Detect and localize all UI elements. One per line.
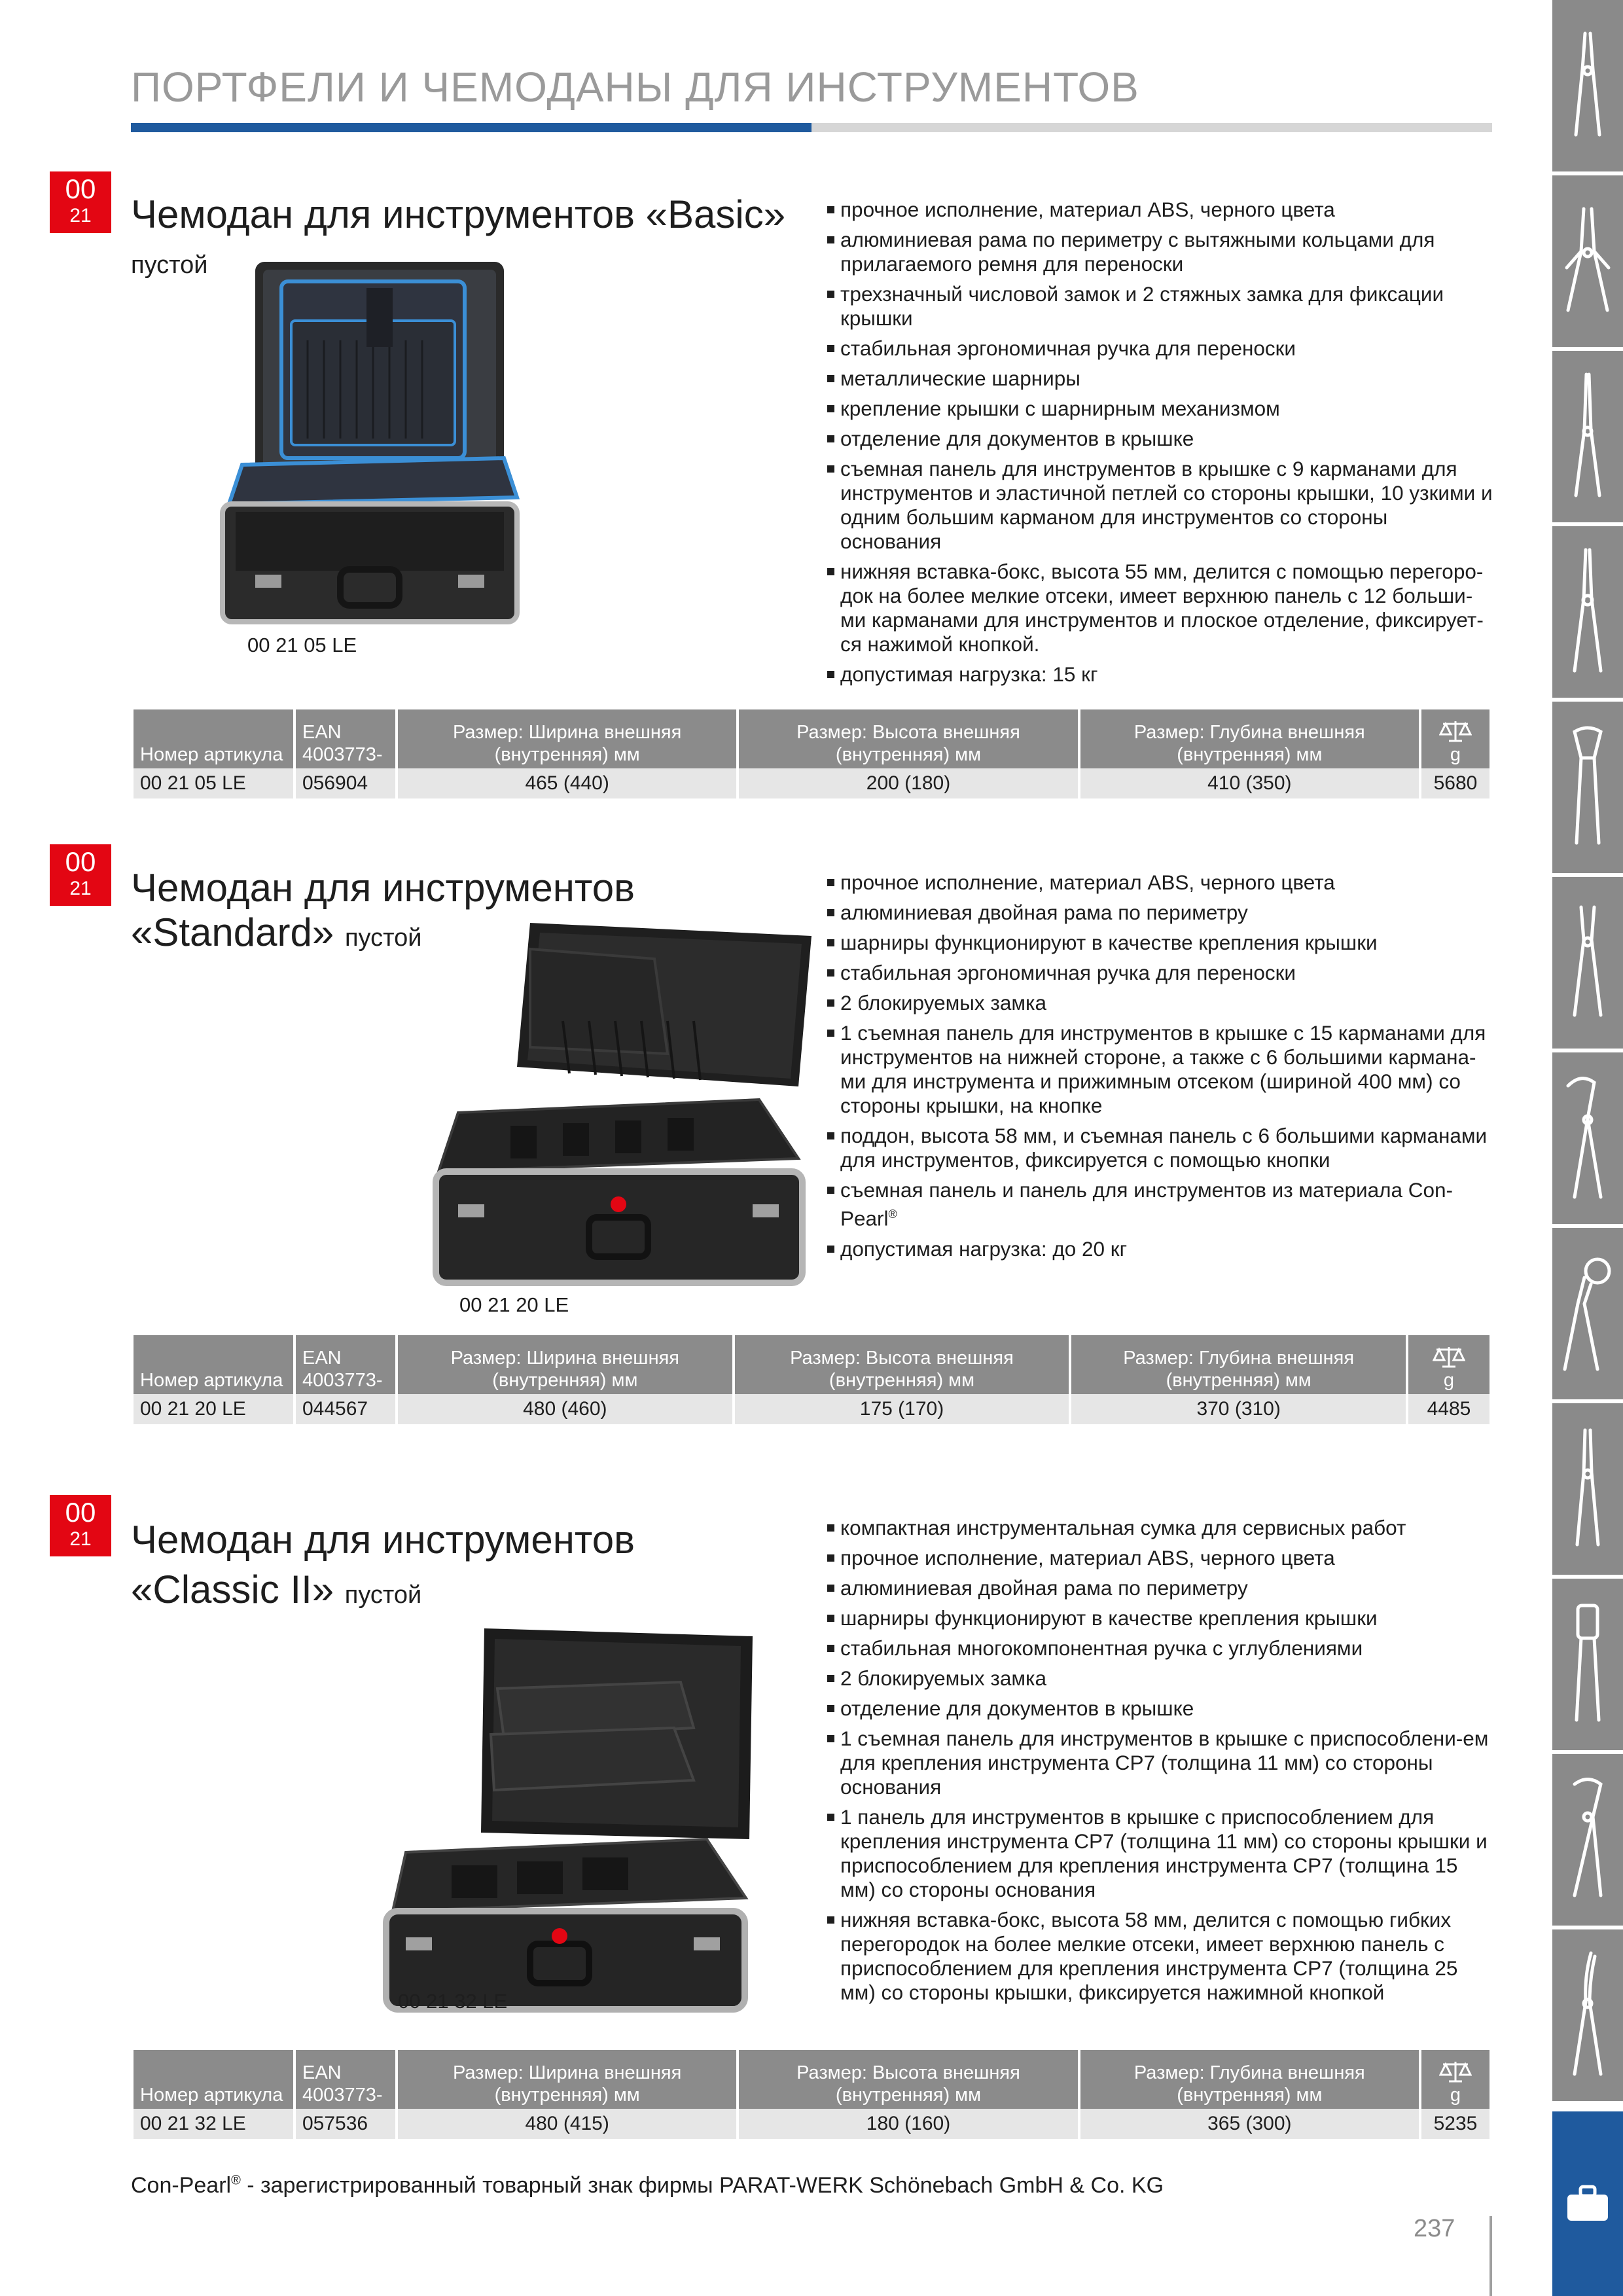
bent-nose-pliers-icon	[1565, 1950, 1611, 2081]
header-article: Номер артикула	[134, 1335, 293, 1394]
feature-item: металлические шарниры	[826, 367, 1493, 391]
feature-item: алюминиевая двойная рама по периметру	[826, 901, 1493, 925]
feature-item: стабильная эргономичная ручка для переноски	[826, 336, 1493, 361]
side-tab-long-nose-pliers[interactable]	[1552, 351, 1623, 522]
crimping-pliers-icon	[1565, 1602, 1611, 1727]
punch-pliers-icon	[1558, 1251, 1617, 1376]
feature-item: 2 блокируемых замка	[826, 1666, 1493, 1691]
side-tab-round-nose-pliers[interactable]	[1552, 526, 1623, 698]
article-label: 00 21 32 LE	[398, 1990, 508, 2013]
side-tab-circlip-pliers[interactable]	[1552, 1403, 1623, 1575]
header-width: Размер: Ширина внешняя (внутренняя) мм	[398, 709, 736, 768]
page-title: ПОРТФЕЛИ И ЧЕМОДАНЫ ДЛЯ ИНСТРУМЕНТОВ	[131, 63, 1139, 111]
feature-item: стабильная эргономичная ручка для переноски	[826, 961, 1493, 985]
side-tab-water-pump-pliers[interactable]	[1552, 1052, 1623, 1224]
scale-icon	[1439, 2060, 1472, 2084]
feature-list	[826, 198, 1493, 692]
header-width: Размер: Ширина внешняя (внутренняя) мм	[398, 2050, 736, 2109]
feature-item: отделение для документов в крышке	[826, 427, 1493, 451]
feature-item: шарниры функционируют в качестве крепления крышки	[826, 931, 1493, 955]
feature-item: допустимая нагрузка: 15 кг	[826, 662, 1493, 687]
scale-icon	[1433, 1346, 1465, 1369]
feature-item: отделение для документов в крышке	[826, 1696, 1493, 1721]
side-tab-bent-nose-pliers[interactable]	[1552, 1929, 1623, 2101]
header-depth: Размер: Глубина внешняя (внутренняя) мм	[1080, 2050, 1419, 2109]
header-weight: g	[1421, 709, 1489, 768]
page-number: 237	[1414, 2215, 1455, 2242]
case-icon	[1565, 2184, 1611, 2223]
section-badge: 00 21	[50, 171, 111, 233]
product-title: Чемодан для инструментов	[131, 1518, 635, 1562]
feature-item: прочное исполнение, материал ABS, черного цвета	[826, 198, 1493, 222]
side-tab-diagonal-cutter[interactable]	[1552, 877, 1623, 1049]
product-subtitle: пустой	[131, 251, 208, 279]
title-rule	[131, 123, 1492, 132]
feature-item: поддон, высота 58 мм, и съемная панель с 6 большими карманами для инструментов, фиксируется с помощью кнопки	[826, 1124, 1493, 1172]
diagonal-cutter-icon	[1568, 904, 1607, 1022]
side-tab-wire-stripper[interactable]	[1552, 175, 1623, 347]
header-ean: EAN 4003773-	[296, 1335, 395, 1394]
header-depth: Размер: Глубина внешняя (внутренняя) мм	[1080, 709, 1419, 768]
water-pump-pliers-icon	[1561, 1073, 1614, 1204]
header-weight: g	[1421, 2050, 1489, 2109]
spec-table	[131, 1335, 1492, 1424]
product-image-basic	[216, 262, 524, 635]
product-title-line2: «Classic II» пустой	[131, 1568, 422, 1611]
side-tab-cases[interactable]	[1552, 2111, 1623, 2296]
page-number-rule	[1489, 2216, 1492, 2296]
header-depth: Размер: Глубина внешняя (внутренняя) мм	[1071, 1335, 1406, 1394]
table-row: 00 21 32 LE 057536 480 (415) 180 (160) 365 (300) 5235	[134, 2109, 1489, 2139]
side-tab-punch-pliers[interactable]	[1552, 1228, 1623, 1399]
table-row: 00 21 05 LE 056904 465 (440) 200 (180) 410 (350) 5680	[134, 768, 1489, 798]
cable-cutter-icon	[1561, 1778, 1614, 1902]
feature-item: компактная инструментальная сумка для сервисных работ	[826, 1516, 1493, 1540]
feature-item: 1 панель для инструментов в крышке с приспособлением для крепления инструмента CP7 (толщина 11 мм) со стороны крышки и приспособлением для крепления инструмента CP7 (толщина 15 мм) со стороны основания	[826, 1805, 1493, 1902]
section-badge: 00 21	[50, 844, 111, 906]
product-title-line2: «Standard» пустой	[131, 910, 422, 954]
feature-item: съемная панель и панель для инструментов из материала Con-Pearl®	[826, 1178, 1493, 1231]
header-article: Номер артикула	[134, 2050, 293, 2109]
feature-item: стабильная многокомпонентная ручка с углублениями	[826, 1636, 1493, 1660]
header-article: Номер артикула	[134, 709, 293, 768]
article-label: 00 21 05 LE	[247, 634, 357, 656]
scale-icon	[1439, 720, 1472, 744]
circlip-pliers-icon	[1568, 1427, 1607, 1551]
feature-item: прочное исполнение, материал ABS, черного цвета	[826, 870, 1493, 895]
product-image-standard	[432, 923, 812, 1296]
side-tab-bar	[1552, 0, 1623, 2296]
feature-item: алюминиевая рама по периметру с вытяжными кольцами для прилагаемого ремня для переноски	[826, 228, 1493, 276]
header-height: Размер: Высота внешняя (внутренняя) мм	[735, 1335, 1069, 1394]
feature-item: крепление крышки с шарнирным механизмом	[826, 397, 1493, 421]
feature-item: нижняя вставка-бокс, высота 58 мм, делится с помощью гибких перегородок на более мелкие отсеки, имеет верхнюю панель с приспособлением для крепления инструмента CP7 (толщина 25 мм) со стороны крышки, фиксируется нажимной кнопкой	[826, 1908, 1493, 2005]
article-label: 00 21 20 LE	[459, 1293, 569, 1316]
header-ean: EAN 4003773-	[296, 2050, 395, 2109]
feature-item: шарниры функционируют в качестве крепления крышки	[826, 1606, 1493, 1630]
product-title: Чемодан для инструментов	[131, 866, 635, 910]
header-height: Размер: Высота внешняя (внутренняя) мм	[739, 2050, 1077, 2109]
side-tab-crimping-pliers[interactable]	[1552, 1579, 1623, 1750]
end-cutter-icon	[1565, 725, 1611, 850]
header-height: Размер: Высота внешняя (внутренняя) мм	[739, 709, 1077, 768]
feature-item: прочное исполнение, материал ABS, черного цвета	[826, 1546, 1493, 1570]
header-weight: g	[1408, 1335, 1489, 1394]
wire-stripper-icon	[1561, 206, 1614, 317]
spec-table	[131, 709, 1492, 798]
side-tab-end-cutter[interactable]	[1552, 702, 1623, 873]
side-tab-cable-cutter[interactable]	[1552, 1754, 1623, 1926]
footnote: Con-Pearl® - зарегистрированный товарный знак фирмы PARAT-WERK Schönebach GmbH & Co. KG	[131, 2173, 1164, 2198]
header-width: Размер: Ширина внешняя (внутренняя) мм	[398, 1335, 732, 1394]
feature-item: трехзначный числовой замок и 2 стяжных замка для фиксации крышки	[826, 282, 1493, 331]
feature-list	[826, 870, 1493, 1267]
product-title: Чемодан для инструментов «Basic»	[131, 192, 786, 236]
product-image-classic-ii	[366, 1623, 759, 2016]
spec-table	[131, 2050, 1492, 2139]
feature-item: съемная панель для инструментов в крышке с 9 карманами для инструментов и эластичной петлей со стороны крышки, 10 узкими и одним большим карманом для инструментов со стороны основания	[826, 457, 1493, 554]
feature-item: 1 съемная панель для инструментов в крышке с 15 карманами для инструментов на нижней стороне, а также с 6 большими кармана-ми для инструмента и прижимным отсеком (шириной 400 мм) со стороны крышки, на кнопке	[826, 1021, 1493, 1118]
feature-item: 1 съемная панель для инструментов в крышке с приспособлени-ем для крепления инструмента CP7 (толщина 11 мм) со стороны основания	[826, 1727, 1493, 1799]
feature-item: 2 блокируемых замка	[826, 991, 1493, 1015]
pliers-icon	[1568, 30, 1607, 141]
feature-item: нижняя вставка-бокс, высота 55 мм, делится с помощью перегоро-док на более мелкие отсеки, имеет верхнюю панель с 12 больши-ми карманами для инструментов и плоское отделение, фиксирует-ся нажимой кнопкой.	[826, 560, 1493, 656]
side-tab-pliers[interactable]	[1552, 0, 1623, 171]
table-row: 00 21 20 LE 044567 480 (460) 175 (170) 370 (310) 4485	[134, 1394, 1489, 1424]
feature-item: алюминиевая двойная рама по периметру	[826, 1576, 1493, 1600]
header-ean: EAN 4003773-	[296, 709, 395, 768]
feature-item: допустимая нагрузка: до 20 кг	[826, 1237, 1493, 1261]
round-nose-pliers-icon	[1568, 547, 1607, 677]
section-badge: 00 21	[50, 1495, 111, 1556]
long-nose-pliers-icon	[1568, 371, 1607, 502]
feature-list	[826, 1516, 1493, 2011]
